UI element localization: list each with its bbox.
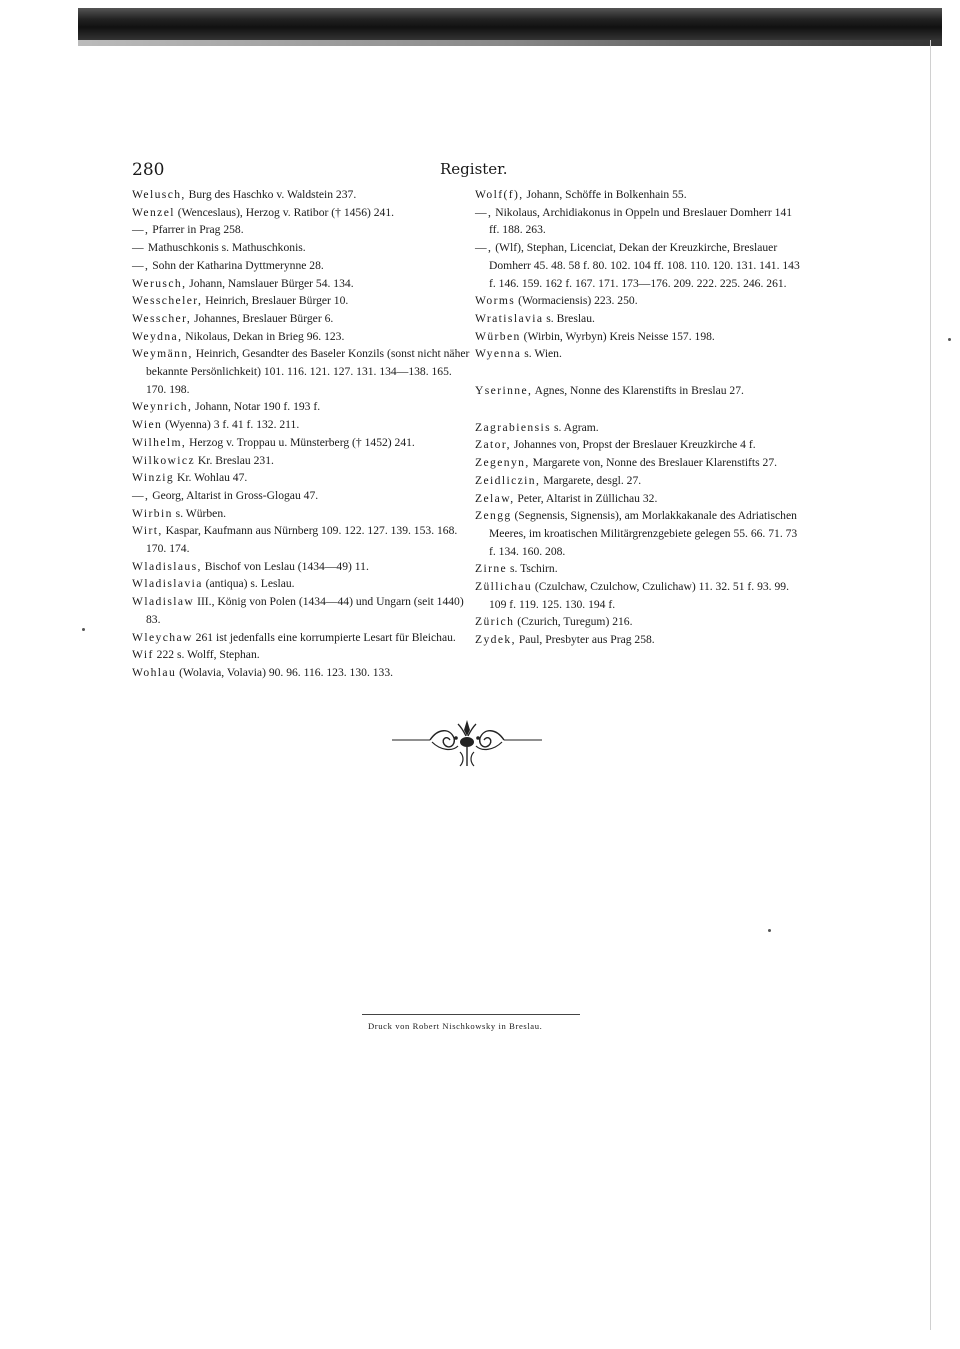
index-entry (132, 204, 472, 222)
entry-text: Johann, Schöffe in Bolkenhain 55. (523, 188, 687, 201)
entry-headword: Würben (475, 329, 521, 343)
entry-text: Kr. Wohlau 47. (174, 471, 248, 485)
index-entry (475, 631, 805, 649)
index-entry (132, 593, 472, 628)
index-entry (132, 398, 472, 416)
index-entry (475, 310, 805, 328)
index-entry (132, 434, 472, 452)
section-gap (475, 363, 805, 382)
entry-text: (Wyenna) 3 f. 41 f. 132. 211. (162, 418, 300, 432)
entry-headword: Weynrich, (132, 400, 193, 414)
index-entry (475, 436, 805, 454)
index-entry (132, 522, 472, 557)
entry-headword: Wirt, (132, 524, 163, 538)
index-subentry (132, 239, 472, 257)
page-edge-line (930, 40, 931, 1330)
index-entry (475, 560, 805, 578)
decorative-vignette-ornament (392, 716, 542, 772)
index-entry (132, 328, 472, 346)
entry-text: Kr. Breslau 231. (195, 453, 274, 467)
entry-headword: Wohlau (132, 665, 177, 679)
entry-headword: Yserinne, (475, 384, 533, 398)
entry-headword: Wesscher, (132, 311, 192, 325)
index-column-right (475, 186, 805, 649)
index-entry (132, 575, 472, 593)
index-entry (132, 629, 472, 647)
imprint-rule (362, 1014, 580, 1015)
index-subentry (475, 204, 805, 239)
index-entry (132, 186, 472, 204)
index-entry (475, 186, 805, 204)
index-subentry (132, 257, 472, 275)
entry-text: (Czurich, Turegum) 216. (514, 615, 633, 629)
entry-headword: Zeidliczin, (475, 473, 541, 487)
entry-text: (Wolavia, Volavia) 90. 96. 116. 123. 130. 133. (176, 665, 394, 679)
index-entry (475, 472, 805, 490)
entry-text: Johann, Notar 190 f. 193 f. (192, 400, 321, 414)
index-entry (132, 275, 472, 293)
entry-headword: Zegenyn, (475, 456, 530, 470)
index-subentry (132, 487, 472, 505)
entry-headword: Wif (132, 648, 154, 662)
index-subentry (132, 221, 472, 239)
entry-headword: Wilhelm, (132, 435, 187, 449)
entry-text: Burg des Haschko v. Waldstein 237. (185, 188, 357, 201)
entry-headword: Züllichau (475, 580, 533, 594)
entry-headword: Zagrabiensis (475, 420, 552, 434)
index-entry (475, 613, 805, 631)
entry-headword: Wladislaus, (132, 559, 202, 573)
entry-headword: Weydna, (132, 329, 183, 343)
entry-headword: Worms (475, 294, 516, 308)
index-entry (475, 454, 805, 472)
index-entry (132, 558, 472, 576)
entry-text: Margarete, desgl. 27. (540, 473, 642, 487)
index-entry (132, 452, 472, 470)
entry-headword: Wolf(f), (475, 188, 524, 201)
entry-headword: Wleychaw (132, 630, 193, 644)
entry-headword: Wien (132, 418, 163, 432)
index-entry (132, 505, 472, 523)
index-entry (132, 292, 472, 310)
entry-headword: Zirne (475, 562, 508, 576)
entry-headword: Wyenna (475, 347, 522, 361)
entry-headword: Zydek, (475, 633, 516, 647)
entry-text: (Czulchaw, Czulchow, Czulichaw) 11. 32. 51 f. 93. 99. 109 f. 119. 125. 130. 194 f. (489, 580, 789, 611)
entry-headword: —, (132, 258, 150, 272)
scan-speck (82, 628, 85, 631)
printer-imprint: Druck von Robert Nischkowsky in Breslau. (368, 1021, 543, 1031)
entry-headword: Wladislavia (132, 577, 203, 591)
entry-text: (Wirbin, Wyrbyn) Kreis Neisse 157. 198. (520, 329, 715, 343)
entry-text: s. Agram. (551, 420, 599, 434)
index-entry (132, 345, 472, 398)
entry-text: (antiqua) s. Leslau. (202, 577, 295, 591)
running-head: Register. (440, 160, 508, 178)
entry-text: (Wlf), Stephan, Licenciat, Dekan der Kreuzkirche, Breslauer Domherr 45. 48. 58 f. 80. 102. 104 ff. 108. 110. 120. 131. 141. 143 f. 146. 159. 162 f. 167. 171. 173—176. 209. 222. 225. 246. 261. (489, 241, 800, 290)
entry-text: (Segnensis, Signensis), am Morlakkakanale des Adriatischen Meeres, im kroatischen Militärgrenzgebiete gelegen 55. 66. 71. 73 f. 134. 160. 208. (489, 509, 798, 558)
entry-text: Peter, Altarist in Züllichau 32. (514, 491, 658, 505)
entry-headword: Weymänn, (132, 347, 193, 361)
entry-text: Sohn der Katharina Dyttmerynne 28. (149, 258, 324, 272)
entry-headword: — (132, 241, 145, 255)
section-gap (475, 400, 805, 419)
entry-text: 222 s. Wolff, Stephan. (153, 648, 260, 662)
entry-headword: Wesscheler, (132, 294, 203, 308)
index-entry (132, 646, 472, 664)
index-entry (475, 419, 805, 437)
index-subentry (475, 239, 805, 292)
entry-headword: —, (475, 205, 493, 219)
entry-text: Johannes, Breslauer Bürger 6. (191, 311, 334, 325)
entry-text: Nikolaus, Archidiakonus in Oppeln und Breslauer Domherr 141 ff. 188. 263. (489, 205, 793, 237)
entry-headword: Wilkowicz (132, 453, 195, 467)
index-entry (132, 310, 472, 328)
scan-edge-band (78, 8, 942, 40)
scan-speck (768, 929, 771, 932)
entry-text: Pfarrer in Prag 258. (149, 223, 244, 237)
entry-headword: Werusch, (132, 276, 187, 290)
entry-text: s. Breslau. (543, 311, 595, 325)
entry-text: Georg, Altarist in Gross-Glogau 47. (149, 488, 319, 502)
entry-text: s. Wien. (521, 347, 562, 361)
entry-headword: —, (132, 223, 150, 237)
entry-text: Paul, Presbyter aus Prag 258. (515, 633, 655, 647)
entry-headword: —, (132, 488, 150, 502)
entry-headword: Winzig (132, 471, 175, 485)
entry-text: s. Würben. (172, 506, 227, 520)
entry-text: III., König von Polen (1434—44) und Ungarn (seit 1440) 83. (146, 595, 464, 626)
index-entry (475, 345, 805, 363)
entry-text: Herzog v. Troppau u. Münsterberg († 1452) 241. (186, 435, 415, 449)
scan-speck (948, 338, 951, 341)
entry-headword: Zengg (475, 509, 512, 523)
entry-text: Nikolaus, Dekan in Brieg 96. 123. (182, 329, 345, 343)
entry-text: Mathuschkonis s. Mathuschkonis. (145, 241, 306, 255)
entry-headword: Wirbin (132, 506, 173, 520)
index-entry (475, 507, 805, 560)
entry-headword: Zator, (475, 438, 511, 452)
entry-text: (Wormaciensis) 223. 250. (515, 294, 638, 308)
entry-text: Margarete von, Nonne des Breslauer Klarenstifts 27. (529, 456, 778, 470)
entry-text: Agnes, Nonne des Klarenstifts in Breslau 27. (532, 384, 744, 398)
page-number: 280 (132, 160, 165, 180)
entry-headword: Wenzel (132, 205, 175, 219)
entry-text: Johannes von, Propst der Breslauer Kreuzkirche 4 f. (510, 438, 756, 452)
entry-headword: Zürich (475, 615, 515, 629)
index-entry (475, 578, 805, 613)
index-entry (132, 664, 472, 682)
entry-headword: Wratislavia (475, 311, 544, 325)
entry-text: (Wenceslaus), Herzog v. Ratibor († 1456) 241. (174, 205, 395, 219)
index-entry (475, 328, 805, 346)
index-entry (475, 490, 805, 508)
entry-text: s. Tschirn. (507, 562, 558, 576)
entry-headword: —, (475, 241, 493, 255)
entry-text: 261 ist jedenfalls eine korrumpierte Lesart für Bleichau. (192, 630, 456, 644)
index-entry (132, 469, 472, 487)
entry-text: Kaspar, Kaufmann aus Nürnberg 109. 122. 127. 139. 153. 168. 170. 174. (146, 524, 458, 556)
index-column-left (132, 186, 472, 682)
entry-headword: Wladislaw (132, 595, 195, 609)
index-entry (475, 292, 805, 310)
index-entry (132, 416, 472, 434)
entry-text: Heinrich, Breslauer Bürger 10. (202, 294, 349, 308)
entry-headword: Welusch, (132, 188, 186, 201)
entry-headword: Zelaw, (475, 491, 515, 505)
entry-text: Johann, Namslauer Bürger 54. 134. (186, 276, 354, 290)
entry-text: Heinrich, Gesandter des Baseler Konzils (sonst nicht näher bekannte Persönlichkeit) 101. 116. 121. 127. 131. 134—138. 165. 170. 198. (146, 347, 470, 396)
index-entry (475, 382, 805, 400)
entry-text: Bischof von Leslau (1434—49) 11. (201, 559, 369, 573)
